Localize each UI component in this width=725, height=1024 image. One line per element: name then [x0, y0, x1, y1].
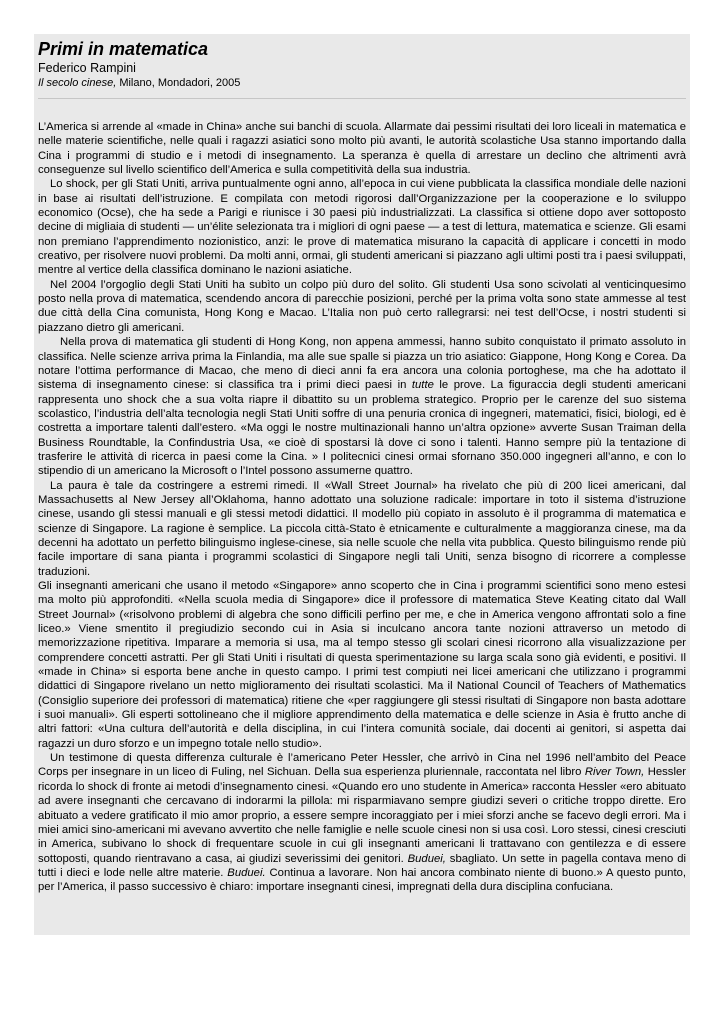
document-page [34, 34, 690, 935]
source-book-title: Il secolo cinese, [38, 77, 117, 89]
header-divider [38, 98, 686, 99]
paragraph [38, 120, 686, 177]
paragraph-text: Continua a lavorare. Non hai ancora combinato niente di buono.» A questo punto, per l’America, il passo successivo è chiaro: importare insegnanti cinesi, impregnati della dura disciplina confuciana. [38, 866, 687, 894]
source-publisher: Milano, Mondadori, 2005 [116, 77, 241, 89]
paragraph [38, 479, 686, 579]
paragraph-text: le prove. La figuraccia degli studenti americani rappresenta uno shock che a sua volta riapre il dibattito su un problema strategico. Proprio per le carenze del suo sistema scolastico, l’industria dell’alta tecnologia negli Stati Uniti soffre di una penuria cronica di ingegneri, matematici, fisici, biologi, ed è costretta a importare talenti dall’estero. «Ma oggi le nostre multinazionali hanno un’altra opzione» avverte Susan Traiman della Business Roundtable, la Confindustria Usa, «e cioè di spostarsi là dove ci sono i talenti. Hanno sempre più la tentazione di trasferire le attività di ricerca in paesi come la Cina. » I politecnici cinesi ormai sfornano 350.000 ingegneri all’anno, e con lo stipendio di un americano la Microsoft o l’Intel possono assumerne quattro. [38, 379, 687, 478]
italic-text: River Town, [584, 766, 645, 779]
italic-text: tutte [411, 379, 434, 392]
paragraph [38, 177, 686, 277]
italic-text: Buduei. [227, 866, 266, 879]
paragraph [38, 335, 686, 478]
article-body [38, 120, 686, 895]
paragraph [38, 579, 686, 751]
paragraph [38, 751, 686, 894]
paragraph-text: Gli insegnanti americani che usano il metodo «Singapore» anno scoperto che in Cina i programmi scientifici sono meno estesi ma molto più approfonditi. «Nella scuola media di Singapore» dice il professore di matematica Steve Keating citato dal Wall Street Journal» («risolvono problemi di algebra che sono difficili perfino per me, e che in America vengono affrontati solo a fine liceo.» Viene smentito il pregiudizio secondo cui in Asia si inculcano ancora tante nozioni attraverso un metodo di memorizzazione ripetitiva. Imparare a memoria si usa, ma al tempo stesso gli scolari cinesi ricorrono alla visualizzazione per comprendere concetti astratti. Per gli Stati Uniti i risultati di questa sperimentazione su larga scala sono già evidenti, e positivi. Il «made in China» si esporta bene anche in questo campo. I primi test compiuti nei licei americani che utilizzano i programmi didattici di Singapore rivelano un netto miglioramento dei risultati scolastici. Ma il National Council of Teachers of Mathematics (Consiglio superiore dei professori di matematica) ritiene che «per raggiungere gli stessi risultati di Singapore non basta adottare i suoi manuali». Gli esperti sottolineano che il migliore apprendimento della matematica e delle scienze in Asia è frutto anche di altri fattori: «Una cultura dell’autorità e della disciplina, in cui l’intera comunità sociale, dai docenti ai genitori, si aspetta dai ragazzi un duro sforzo e un impegno totale nello studio». [38, 580, 686, 750]
paragraph-text: Hessler ricorda lo shock di fronte ai metodi d’insegnamento cinesi. «Quando ero uno studente in America» racconta Hessler «ero abituato ad avere insegnanti che cercavano di indorarmi la pillola: mi risparmiavano sempre giudizi severi o critiche troppo dirette. Ero abituato a vedere gratificato il mio amor proprio, a essere sempre incoraggiato per i miei sforzi anche se facevo degli errori. Ma i miei amici sino-americani mi avevano avvertito che nelle famiglie e nelle scuole cinesi non si usa così. Loro stessi, cinesi cresciuti in America, subivano lo shock di frequentare scuole in cui gli insegnanti americani li trattavano con gentilezza e di essere sottoposti, quando rientravano a casa, ai giudizi severissimi dei genitori. [38, 766, 686, 865]
paragraph-text: Lo shock, per gli Stati Uniti, arriva puntualmente ogni anno, all’epoca in cui viene pubblicata la classifica mondiale delle nazioni in base ai risultati dell’istruzione. E compilata con metodi rigorosi dall’Organizzazione per la cooperazione e lo sviluppo economico (Ocse), che ha sede a Parigi e riunisce i 30 paesi più industrializzati. La classifica si ottiene dopo aver sottoposto decine di migliaia di studenti — un’élite selezionata tra i migliori di ogni paese — a test di lettura, matematica e scienze. Gli esami non premiano l’apprendimento nozionistico, anzi: le prove di matematica misurano la capacità di applicare i concetti in modo creativo, per risolvere nuovi problemi. Da molti anni, ormai, gli studenti americani si piazzano agli ultimi posti tra i paesi sviluppati, mentre al vertice della classifica dominano le nazioni asiatiche. [38, 178, 686, 277]
paragraph-text: La paura è tale da costringere a estremi rimedi. Il «Wall Street Journal» ha rivelato che più di 200 licei americani, dal Massachusetts al New Jersey all’Oklahoma, hanno adottato una soluzione radicale: importare in toto il sistema d’istruzione cinese, usando gli stessi manuali e gli stessi metodi didattici. Il modello più copiato in assoluto è il programma di matematica e scienze di Singapore. La ragione è semplice. La piccola città-Stato è etnicamente e culturalmente a maggioranza cinese, ma da decenni ha adottato un perfetto bilinguismo inglese-cinese, sia nelle scuole che nella vita pubblica. Questo bilinguismo rende più facile importare di sana pianta i programmi scolastici di Singapore negli tali Uniti, senza bisogno di ricorrere a complesse traduzioni. [38, 479, 686, 578]
paragraph-text: sbagliato. Un sette in pagella contava meno di tutti i dieci e lode nelle altre materie. [38, 852, 687, 879]
article-header [38, 38, 686, 90]
author-name: Federico Rampini [38, 61, 136, 75]
paragraph [38, 278, 686, 335]
italic-text: Buduei, [407, 852, 446, 865]
paragraph-text: Nel 2004 l’orgoglio degli Stati Uniti ha subìto un colpo più duro del solito. Gli studenti Usa sono scivolati al venticinquesimo posto nella prova di matematica, scendendo ancora di parecchie posizioni, perché per la prima volta sono state ammesse al test due città della Cina comunista, Hong Kong e Macao. L’Italia non può certo rallegrarsi: nei test dell’Ocse, i nostri studenti si piazzano dietro gli americani. [38, 278, 686, 334]
paragraph-text: Nella prova di matematica gli studenti di Hong Kong, non appena ammessi, hanno subito conquistato il primato assoluto in classifica. Nelle scienze arriva prima la Finlandia, ma alle sue spalle si piazza un trio asiatico: Giappone, Hong Kong e Corea. Da notare l’ottima performance di Macao, che meno di dieci anni fa era ancora una colonia portoghese, ma che ha adottato il sistema di insegnamento cinese: si classifica tra i primi dieci paesi in [38, 336, 686, 392]
paragraph-text: L’America si arrende al «made in China» anche sui banchi di scuola. Allarmate dai pessimi risultati dei loro liceali in matematica e nelle materie scientifiche, nelle quali i ragazzi asiatici sono molto più avanti, le autorità scolastiche Usa stanno importando dalla Cina i programmi di studio e i metodi di insegnamento. La speranza è quella di arrestare un declino che altrimenti avrà conseguenze sul livello scientifico dell’America e sulla competitività della sua industria. [38, 121, 686, 177]
paragraph-text: Un testimone di questa differenza culturale è l’americano Peter Hessler, che arrivò in Cina nel 1996 nell’ambito del Peace Corps per insegnare in un liceo di Fuling, nel Sichuan. Della sua esperienza pluriennale, raccontata nel libro [38, 752, 686, 779]
source-citation [38, 76, 686, 90]
article-title: Primi in matematica [38, 39, 209, 59]
